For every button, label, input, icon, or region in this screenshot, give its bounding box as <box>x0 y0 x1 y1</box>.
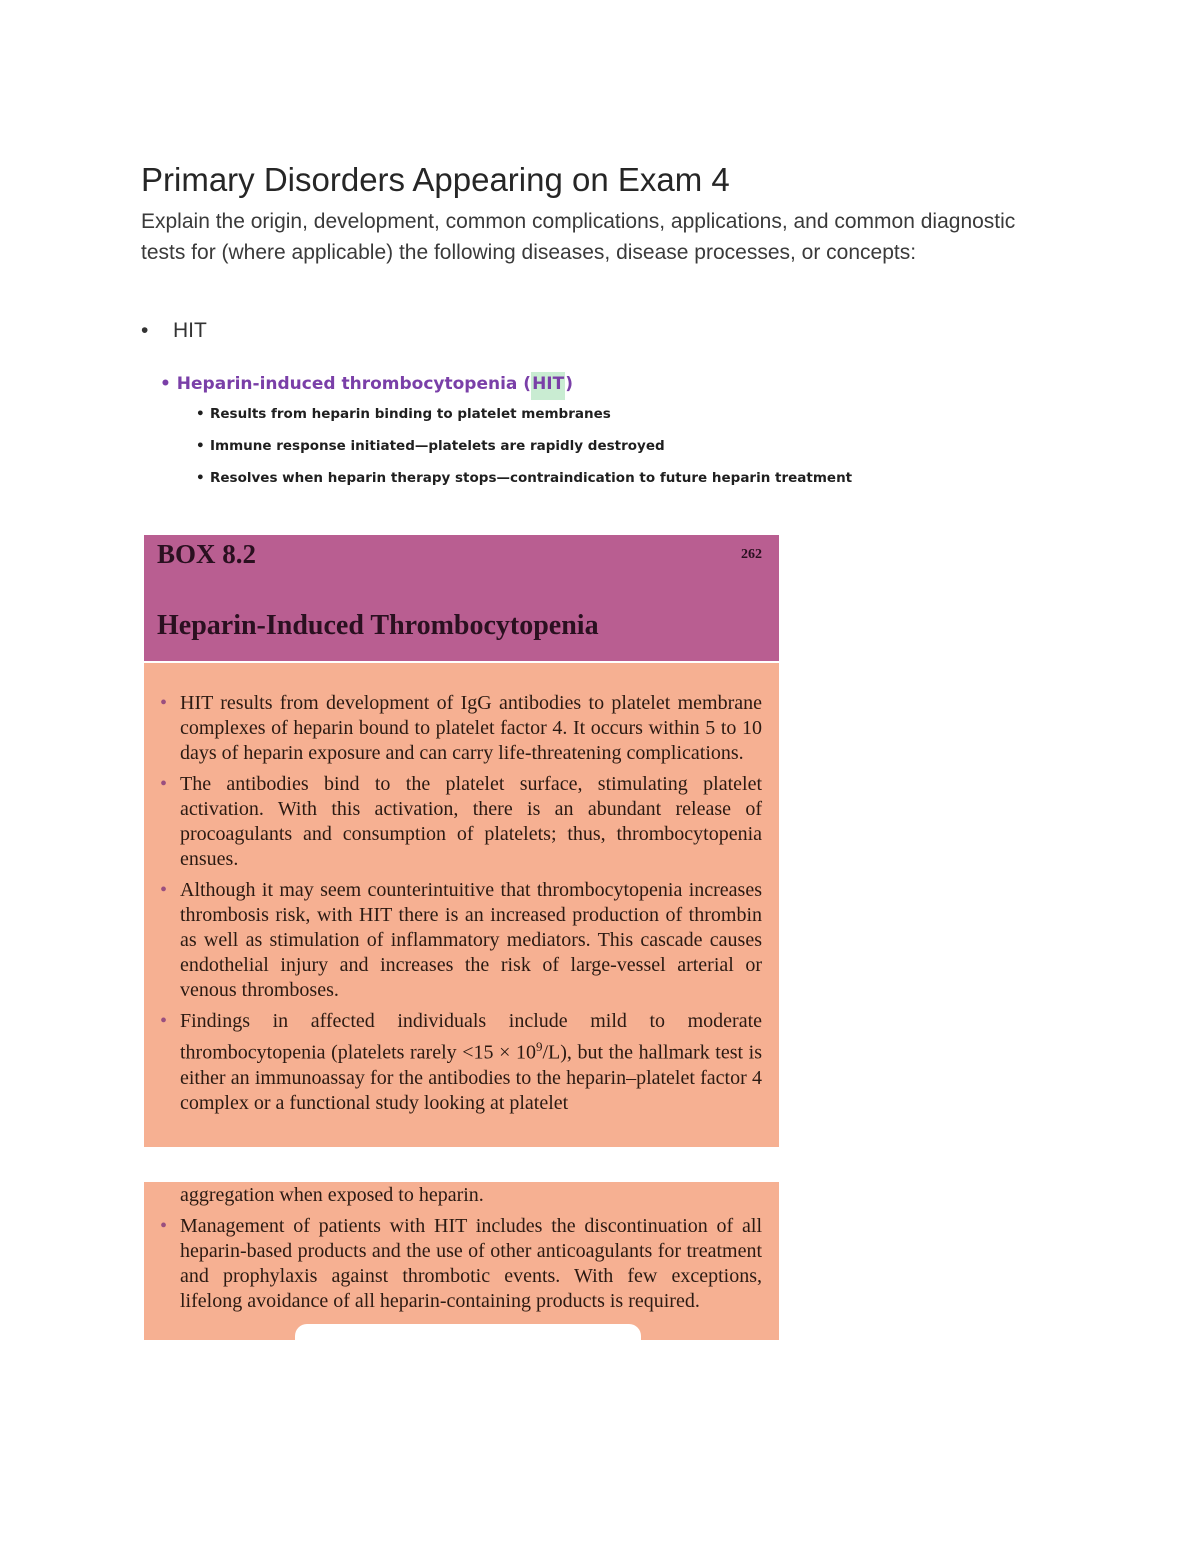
box-label: BOX 8.2 <box>157 539 257 569</box>
box-list-item <box>144 1009 779 1116</box>
slide-heading-prefix: Heparin-induced thrombocytopenia ( <box>176 374 532 394</box>
box-list-item <box>144 1214 779 1314</box>
slide-point <box>160 430 880 462</box>
box-item-text: The antibodies bind to the platelet surface, stimulating platelet activation. With this activation, there is an abundant release of procoagulants and consumption of platelets; thus, thrombocytopenia ensues. <box>180 773 762 870</box>
box-item-text: Findings in affected individuals include mild to moderate thrombocytopenia (platelets rarely <15 × 10 <box>180 1010 762 1064</box>
box-title: Heparin-Induced Thrombocytopenia <box>157 610 599 641</box>
box-header <box>144 535 779 661</box>
box-item-text: /L), but the hallmark test is either an immunoassay for the antibodies to the heparin–platelet factor 4 complex or a functional study looking at platelet <box>180 1041 762 1114</box>
slide-point-text: Immune response initiated—platelets are rapidly destroyed <box>210 438 665 454</box>
box-item-text: HIT results from development of IgG antibodies to platelet membrane complexes of heparin bound to platelet factor 4. It occurs within 5 to 10 days of heparin exposure and can carry life-threatening complications. <box>180 692 762 764</box>
box-item-text: Although it may seem counterintuitive that thrombocytopenia increases thrombosis risk, with HIT there is an increased production of thrombin as well as stimulation of inflammatory mediators. This cascade causes endothelial injury and increases the risk of large-vessel arterial or venous thromboses. <box>180 879 762 1001</box>
box-list-item <box>144 878 779 1003</box>
page-number: 262 <box>741 547 762 562</box>
box-body-part1 <box>144 663 779 1147</box>
intro-paragraph: Explain the origin, development, common complications, applications, and common diagnostic tests for (where applicable) the following diseases, disease processes, or concepts: <box>141 210 1016 264</box>
slide-point <box>160 398 880 430</box>
box-list-item <box>144 772 779 872</box>
crop-edge <box>295 1324 641 1340</box>
bullet-icon: • <box>160 1215 168 1237</box>
slide-point-text: Resolves when heparin therapy stops—contraindication to future heparin treatment <box>210 470 853 486</box>
slide-point-text: Results from heparin binding to platelet membranes <box>210 406 611 422</box>
bullet-icon: • <box>160 773 168 795</box>
bullet-icon: • <box>196 470 205 486</box>
bullet-icon: • <box>141 319 149 342</box>
box-list-item <box>144 691 779 766</box>
superscript: 9 <box>535 1039 543 1054</box>
page-title: Primary Disorders Appearing on Exam 4 <box>141 161 730 198</box>
bullet-icon: • <box>160 1010 168 1032</box>
slide-heading <box>160 370 880 398</box>
box-item-text: Management of patients with HIT includes the discontinuation of all heparin-based products and the use of other anticoagulants for treatment and prophylaxis against thrombotic events. With few exceptions, lifelong avoidance of all heparin-containing products is required. <box>180 1215 762 1312</box>
slide-excerpt <box>160 370 880 494</box>
bullet-icon: • <box>160 692 168 714</box>
bullet-icon: • <box>196 406 205 422</box>
bullet-icon: • <box>196 438 205 454</box>
box-body-part2 <box>144 1182 779 1340</box>
highlighted-term: HIT <box>531 372 565 400</box>
slide-heading-suffix: ) <box>565 374 574 394</box>
bullet-icon: • <box>160 879 168 901</box>
topic-label: HIT <box>173 319 207 342</box>
continued-text: aggregation when exposed to heparin. <box>180 1184 484 1206</box>
topic-list-item <box>141 316 207 346</box>
slide-point <box>160 462 880 494</box>
bullet-icon: • <box>160 374 171 394</box>
